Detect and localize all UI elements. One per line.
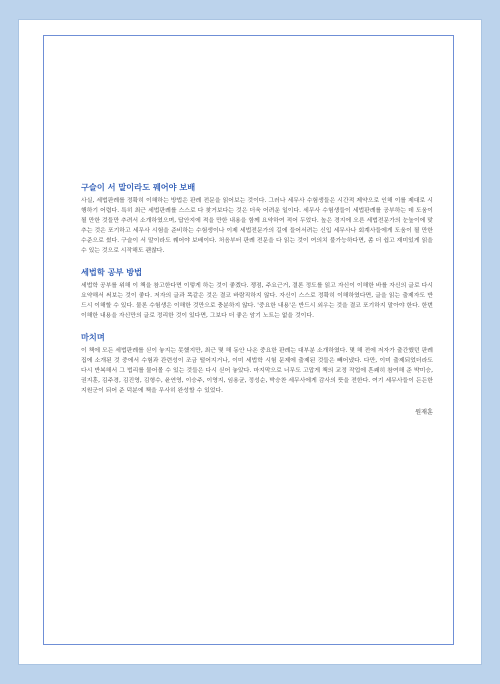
section-heading-study-method: 세법학 공부 방법	[81, 267, 143, 277]
author-name: 원재훈	[415, 409, 433, 416]
section-body-closing: 이 책에 모든 세법판례를 싣이 놓지는 못했지만, 최근 몇 해 동안 나온 중요한 판례는 대부분 소개하였다. 몇 해 전에 저자가 출간했던 판례집에 소개된 것 중에서 수험과 관련성이 조금 떨어지거나, 이미 세법학 시험 문제에 출제된 것들은 빼어냈다. 다만, 이미 출제되었더라도 다시 반복해서 그 법리를 물어볼 수 있는 것들은 다시 싣어 놓았다. 마지막으로 너무도 고맙게 책의 교정 작업에 흔쾌히 참여해 준 박미승, 권지훈, 김주경, 김진영, 김형수, 윤연영, 이승주, 이영지, 임용균, 정성순, 박승찬 세무사에게 감사의 뜻을 전한다. 여기 세무사들이 든든한 지원군이 되어 준 덕분에 책을 무사히 완성할 수 있었다.	[81, 348, 433, 394]
section-heading-closing: 마치며	[81, 332, 105, 342]
preface-content	[81, 182, 433, 418]
section-heading-beads: 구슬이 서 말이라도 꿰어야 보배	[81, 182, 196, 192]
section-body-beads: 사실, 세법판례를 정확히 이해하는 방법은 판례 전문을 읽어보는 것이다. 그러나 세무사 수험생들은 시간적 제약으로 인해 이를 제대로 시행하기 어렵다. 특히 최근 세법판례를 스스로 다 찾거보다는 것은 더욱 어려운 일이다. 세무사 수험생들이 세법판례를 공부하는 데 도움이 될 만한 것들만 추려서 소개하였으며, 답안지에 적을 만한 내용을 함께 요약하여 적어 두었다. 높은 경지에 오른 세법전문가의 눈높이에 맞추는 것은 포기하고 세무사 시험을 준비하는 수험생이나 이제 세법전문가의 길에 들어서려는 신입 세무사나 회계사들에게 도움이 될 만한 수준으로 썼다. 구슬이 서 말이라도 꿰어야 보배이다. 처음부터 판례 전문을 다 읽는 것이 여의치 불가능하다면, 좀 더 쉽고 재미있게 읽을 수 있는 것으로 시작해도 괜찮다.	[81, 198, 433, 254]
section-body-study-method: 세법학 공부를 위해 이 책을 참고한다면 이렇게 하는 것이 좋겠다. 쟁점, 주요근거, 결론 정도를 읽고 자신이 이해한 바를 자신의 글로 다시 요약해서 써보는 것이 좋다. 저자의 글과 똑같은 것은 결코 바람직하지 않다. 자신이 스스로 정확히 이해하였다면, 글을 읽는 출제자도 반드시 이해할 수 있다. 물론 수험생은 이해한 것만으로 충분하지 않다. '중요한 내용'은 반드시 외우는 것을 결코 포기하지 말아야 한다. 한번 이해한 내용을 자신만의 글로 정리한 것이 있다면, 그보다 더 좋은 암기 노트는 없을 것이다.	[81, 283, 433, 319]
book-page	[19, 20, 481, 664]
